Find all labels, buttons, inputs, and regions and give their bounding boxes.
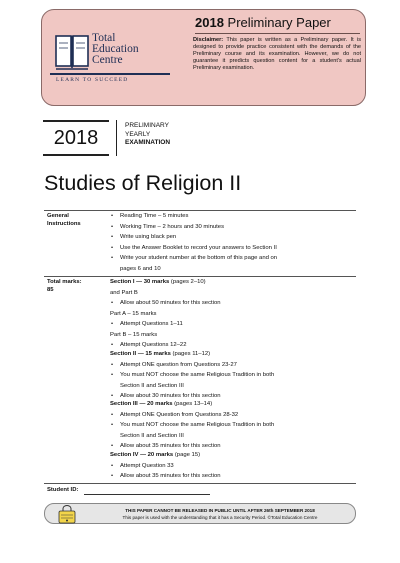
section-3-heading <box>110 399 274 410</box>
banner-title-year: 2018 <box>195 15 224 30</box>
section-1-pages: (pages 2–10) <box>169 279 206 285</box>
list-item-continuation: pages 6 and 10 <box>120 265 161 272</box>
list-item: • Use the Answer Booklet to record your answers to Section II <box>110 243 277 254</box>
banner-divider <box>195 33 360 34</box>
student-id-field[interactable] <box>84 494 210 495</box>
footer-copyright: This paper is used with the understanding that it has a Security Period. ©Total Education Centre <box>122 515 318 520</box>
exam-type <box>125 122 170 148</box>
section-3-title: Section III — 20 marks <box>110 401 173 407</box>
exam-type-line-1: PRELIMINARY <box>125 122 169 129</box>
footer-text <box>85 507 355 521</box>
section-4-heading <box>110 450 221 461</box>
list-item: • Allow about 35 minutes for this section <box>110 441 274 452</box>
section-2-heading <box>110 349 274 360</box>
list-item: • Write using black pen <box>110 232 277 243</box>
footer-release-notice: THIS PAPER CANNOT BE RELEASED IN PUBLIC UNTIL AFTER 26th SEPTEMBER 2018 <box>125 508 315 513</box>
list-item: • Attempt ONE Question from Questions 28-32 <box>110 410 274 421</box>
list-item: • Allow about 30 minutes for this section <box>110 391 274 402</box>
section-1-line: and Part B <box>110 289 138 296</box>
student-id-text: Student ID: <box>47 487 79 493</box>
list-item-continuation: Section II and Section III <box>120 382 184 389</box>
list-item: • Attempt Questions 12–22 <box>110 340 221 351</box>
section-3-pages: (pages 13–14) <box>172 401 213 407</box>
security-footer <box>44 503 356 524</box>
disclaimer <box>193 37 361 72</box>
section-1-heading <box>110 277 221 288</box>
general-label-line-1: General <box>47 213 69 219</box>
section-4-title: Section IV — 20 marks <box>110 452 174 458</box>
logo <box>48 26 173 96</box>
logo-tagline: LEARN TO SUCCEED <box>56 77 129 83</box>
year-divider <box>116 120 117 156</box>
disclaimer-label: Disclaimer: <box>193 37 224 43</box>
list-item: • Allow about 35 minutes for this section <box>110 471 221 482</box>
section-2-title: Section II — 15 marks <box>110 351 171 357</box>
general-label-line-2: Instructions <box>47 220 81 227</box>
section-1-block <box>110 277 221 351</box>
banner-title-text: Preliminary Paper <box>227 15 331 30</box>
section-4-block <box>110 450 221 482</box>
list-item: • Write your student number at the bottom of this page and on <box>110 253 277 264</box>
list-item: • Attempt Question 33 <box>110 461 221 472</box>
section-1-part-a: Part A – 15 marks <box>110 310 157 317</box>
logo-line-1: Total <box>92 32 116 44</box>
exam-year: 2018 <box>43 120 109 156</box>
subject-title: Studies of Religion II <box>44 171 242 195</box>
logo-wordmark <box>92 33 139 66</box>
logo-divider <box>50 73 170 75</box>
section-2-block <box>110 349 274 402</box>
exam-type-line-3: EXAMINATION <box>125 139 171 146</box>
disclaimer-text: This paper is written as a Preliminary paper. It is designed to provide practice consistent with the demands of the Preliminary course and its examination. However, we do not guarantee it predicts question content for a student's actual Preliminary examination. <box>193 37 361 72</box>
list-item: • Attempt ONE question from Questions 23-27 <box>110 360 274 371</box>
total-marks-line-1: Total marks: <box>47 279 82 285</box>
list-item: • You must NOT choose the same Religious Tradition in both <box>110 420 274 431</box>
total-marks-value: 85 <box>47 286 54 293</box>
logo-line-2: Education <box>92 43 139 55</box>
section-4-pages: (page 15) <box>173 452 201 458</box>
padlock-calendar-icon <box>57 505 77 524</box>
list-item: • Attempt Questions 1–11 <box>110 319 221 330</box>
book-icon <box>54 34 90 72</box>
banner-title <box>195 15 331 30</box>
header-banner <box>41 9 366 106</box>
list-item-continuation: Section II and Section III <box>120 432 184 439</box>
logo-line-3: Centre <box>92 54 123 66</box>
section-3-block <box>110 399 274 452</box>
total-marks-label <box>47 279 82 294</box>
exam-type-line-2: YEARLY <box>125 130 151 138</box>
student-id-label <box>47 487 78 493</box>
list-item: • Allow about 50 minutes for this section <box>110 298 221 309</box>
general-instructions-list <box>110 211 277 274</box>
section-1-title: Section I — 30 marks <box>110 279 170 285</box>
section-2-pages: (pages 11–12) <box>170 351 211 357</box>
section-divider-bottom <box>44 483 356 484</box>
list-item: • Reading Time – 5 minutes <box>110 211 277 222</box>
list-item: • You must NOT choose the same Religious Tradition in both <box>110 370 274 381</box>
list-item: • Working Time – 2 hours and 30 minutes <box>110 222 277 233</box>
general-instructions-label <box>47 213 81 228</box>
section-1-part-b: Part B – 15 marks <box>110 331 158 338</box>
